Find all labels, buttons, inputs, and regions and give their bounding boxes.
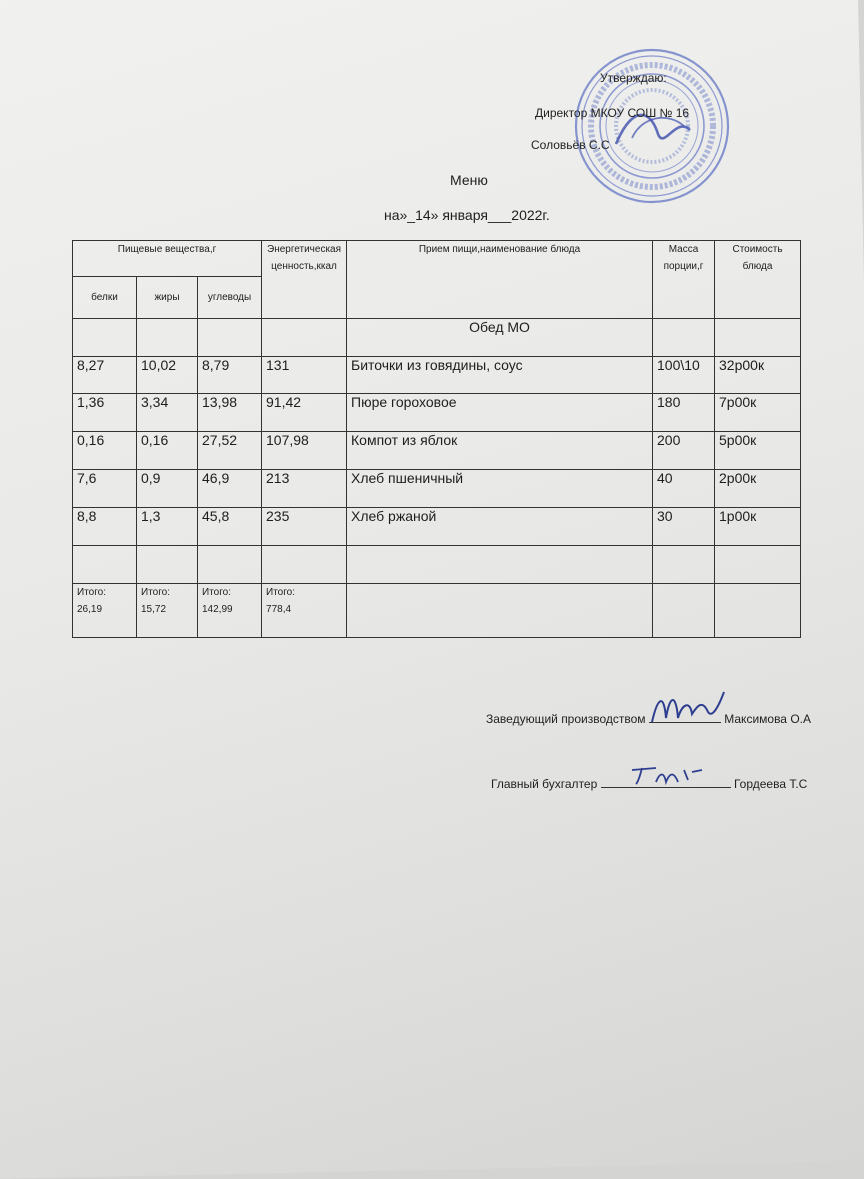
cell-dish-name: Биточки из говядины, соус — [347, 357, 653, 394]
approval-director: Директор МКОУ СОШ № 16 — [535, 106, 690, 120]
signature-accountant-label: Главный бухгалтер — [491, 777, 598, 791]
header-fats: жиры — [137, 277, 198, 319]
header-meal: Прием пищи,наименование блюда — [347, 241, 653, 319]
approval-line: Утверждаю: — [600, 71, 667, 85]
meal-title: Обед МО — [347, 319, 653, 357]
cell-energy: 131 — [262, 357, 347, 394]
cell-energy: 91,42 — [262, 394, 347, 432]
cell-proteins: 0,16 — [73, 432, 137, 470]
cell-carbs: 8,79 — [198, 357, 262, 394]
table-header-row — [73, 241, 801, 277]
cell-fats: 0,16 — [137, 432, 198, 470]
cell-cost: 7р00к — [715, 394, 801, 432]
cell-mass: 40 — [653, 470, 715, 508]
handwritten-signature-icon — [626, 762, 706, 788]
cell-proteins: 8,8 — [73, 508, 137, 546]
header-energy: Энергетическая ценность,ккал — [262, 241, 347, 319]
cell-cost: 5р00к — [715, 432, 801, 470]
table-row — [73, 432, 801, 470]
menu-table — [72, 240, 801, 638]
cell-energy: 213 — [262, 470, 347, 508]
cell-mass: 100\10 — [653, 357, 715, 394]
table-row — [73, 394, 801, 432]
cell-carbs: 13,98 — [198, 394, 262, 432]
signature-accountant-name: Гордеева Т.С — [733, 777, 808, 791]
cell-fats: 0,9 — [137, 470, 198, 508]
table-row — [73, 357, 801, 394]
cell-energy: 107,98 — [262, 432, 347, 470]
cell-energy: 235 — [262, 508, 347, 546]
meal-title-row — [73, 319, 801, 357]
table-row — [73, 508, 801, 546]
cell-cost: 2р00к — [715, 470, 801, 508]
header-proteins: белки — [73, 277, 137, 319]
cell-proteins: 1,36 — [73, 394, 137, 432]
handwritten-signature-icon — [648, 688, 728, 730]
table-row — [73, 470, 801, 508]
header-cost: Стоимость блюда — [715, 241, 801, 319]
empty-row — [73, 546, 801, 584]
cell-fats: 1,3 — [137, 508, 198, 546]
total-energy: Итого: 778,4 — [262, 584, 347, 638]
cell-mass: 180 — [653, 394, 715, 432]
totals-row — [73, 584, 801, 638]
total-proteins: Итого: 26,19 — [73, 584, 137, 638]
cell-fats: 3,34 — [137, 394, 198, 432]
cell-carbs: 45,8 — [198, 508, 262, 546]
cell-dish-name: Хлеб пшеничный — [347, 470, 653, 508]
cell-fats: 10,02 — [137, 357, 198, 394]
signature-production-label: Заведующий производством — [486, 712, 646, 726]
round-seal-stamp-icon — [572, 46, 732, 206]
document-date: на»_14» января___2022г. — [384, 207, 550, 223]
cell-carbs: 46,9 — [198, 470, 262, 508]
total-fats: Итого: 15,72 — [137, 584, 198, 638]
cell-dish-name: Компот из яблок — [347, 432, 653, 470]
approval-name: Соловьёв С.С — [531, 138, 610, 152]
cell-mass: 30 — [653, 508, 715, 546]
cell-dish-name: Пюре гороховое — [347, 394, 653, 432]
header-carbs: углеводы — [198, 277, 262, 319]
total-carbs: Итого: 142,99 — [198, 584, 262, 638]
document-title: Меню — [450, 172, 488, 188]
header-nutrients: Пищевые вещества,г — [73, 241, 262, 277]
cell-cost: 1р00к — [715, 508, 801, 546]
cell-proteins: 7,6 — [73, 470, 137, 508]
cell-carbs: 27,52 — [198, 432, 262, 470]
cell-cost: 32р00к — [715, 357, 801, 394]
cell-dish-name: Хлеб ржаной — [347, 508, 653, 546]
signature-production-name: Максимова О.А — [724, 712, 811, 726]
cell-mass: 200 — [653, 432, 715, 470]
header-mass: Масса порции,г — [653, 241, 715, 319]
cell-proteins: 8,27 — [73, 357, 137, 394]
